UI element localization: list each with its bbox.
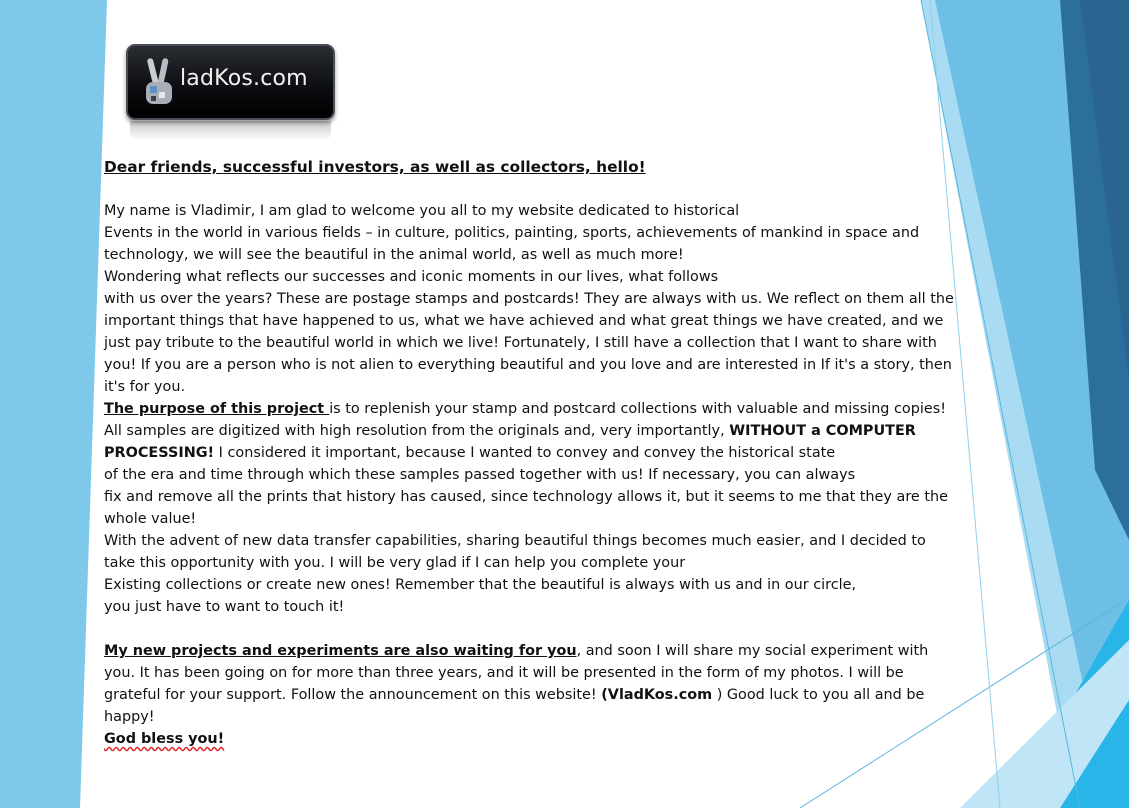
intro-line: Wondering what reflects our successes and iconic moments in our lives, what follows — [104, 269, 719, 285]
purpose-paragraph — [104, 398, 954, 464]
intro-line: with us over the years? These are postage stamps and postcards! They are always with us. We reflect on them all the important things that have happened to us, what we have achieved and what great things we have created, and we just pay tribute to the beautiful world in which we live! Fortunately, I still have a collection that I want to share with you! If you are a person who is not alien to everything beautiful and you love and are interested in If it's a story, then it's for you. — [104, 291, 954, 395]
purpose-text: is to replenish your stamp and postcard collections with valuable and missing copies! All samples are digitized with high resolution from the originals and, very importantly, — [104, 401, 946, 439]
paragraph-gap — [104, 618, 954, 640]
site-link[interactable]: (VladKos.com — [601, 687, 713, 703]
purpose-label: The purpose of this project — [104, 401, 330, 417]
body-line: With the advent of new data transfer capabilities, sharing beautiful things becomes much easier, and I decided to take this opportunity with you. I will be very glad if I can help you complete your — [104, 533, 926, 571]
victory-hand-icon — [138, 54, 180, 114]
projects-label: My new projects and experiments are also waiting for you — [104, 643, 577, 659]
intro-line: My name is Vladimir, I am glad to welcome you all to my website dedicated to historical — [104, 203, 740, 219]
body-line: Existing collections or create new ones! Remember that the beautiful is always with us and in our circle, — [104, 577, 857, 593]
left-blue-band — [0, 0, 107, 808]
page-heading: Dear friends, successful investors, as well as collectors, hello! — [104, 158, 646, 176]
body-line: of the era and time through which these samples passed together with us! If necessary, you can always — [104, 467, 856, 483]
projects-text-end: ) Good luck to you all and be happy! — [104, 687, 925, 725]
body-line: fix and remove all the prints that history has caused, since technology allows it, but it seems to me that they are the whole value! — [104, 489, 948, 527]
body-line: you just have to want to touch it! — [104, 599, 345, 615]
projects-paragraph — [104, 640, 954, 728]
welcome-letter — [104, 156, 954, 750]
intro-line: Events in the world in various fields – in culture, politics, painting, sports, achievements of mankind in space and technology, we will see the beautiful in the animal world, as well as much more! — [104, 225, 920, 263]
logo-text: ladKos.com — [180, 66, 308, 91]
logo-reflection — [130, 121, 331, 141]
closing-line: God bless you! — [104, 731, 225, 747]
purpose-emphasis: WITHOUT a COMPUTER PROCESSING! — [104, 423, 916, 461]
projects-text: , and soon I will share my social experiment with you. It has been going on for more than three years, and it will be presented in the form of my photos. I will be grateful for your support. Follow the announcement on this website! — [104, 643, 929, 703]
purpose-text-continued: I considered it important, because I wanted to convey and convey the historical state — [214, 445, 836, 461]
vladkos-logo[interactable] — [126, 44, 335, 120]
